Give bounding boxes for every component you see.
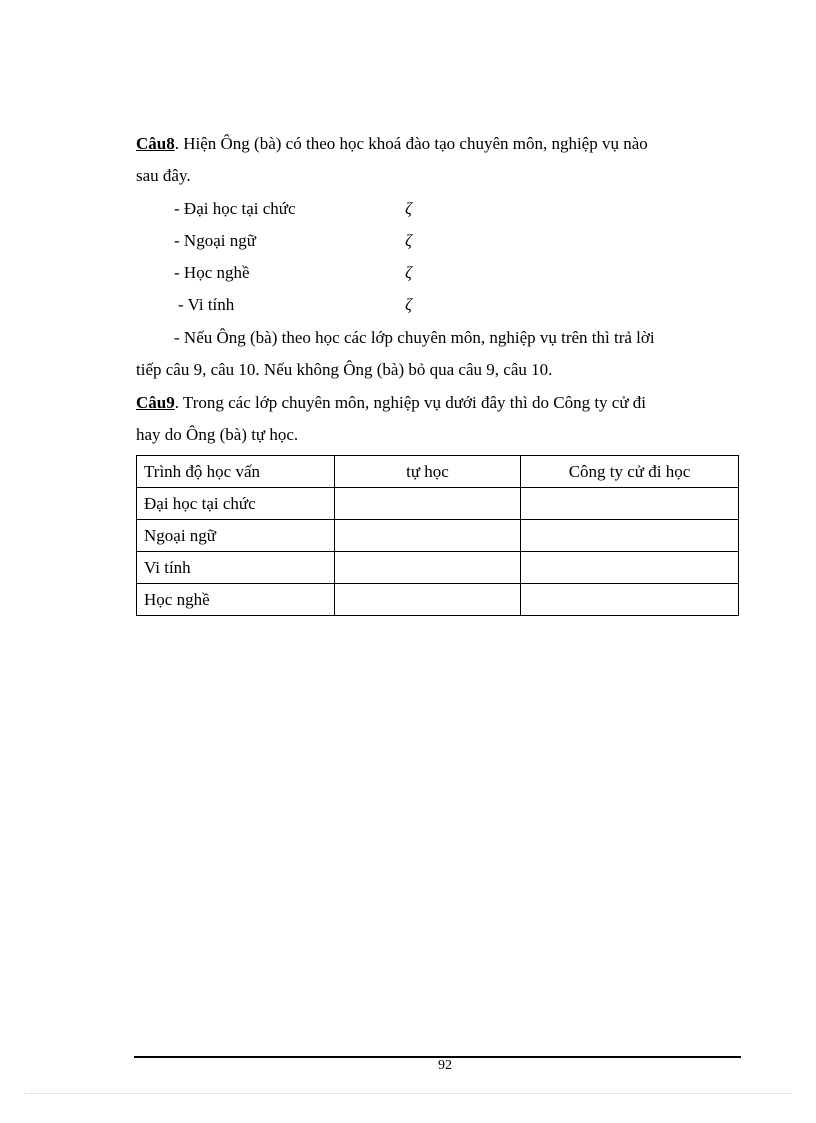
table-cell-self-study[interactable]: [335, 520, 521, 552]
table-row: [137, 552, 739, 584]
q8-option-checkbox[interactable]: ζ: [405, 295, 412, 314]
table-cell-education: Đại học tại chức: [137, 488, 335, 520]
q8-option-label: - Vi tính: [178, 295, 235, 314]
q8-option-label: - Đại học tại chức: [174, 199, 296, 218]
q8-note-line-1: - Nếu Ông (bà) theo học các lớp chuyên môn, nghiệp vụ trên thì trả lời: [174, 328, 655, 347]
q8-option-checkbox[interactable]: ζ: [405, 263, 412, 282]
table-cell-company-sent[interactable]: [521, 552, 739, 584]
page-bottom-edge: [24, 1093, 792, 1094]
table-row: [137, 488, 739, 520]
table-cell-education: Ngoại ngữ: [137, 520, 335, 552]
table-header-education: Trình độ học vấn: [137, 456, 335, 488]
survey-table: [136, 455, 739, 616]
q8-option-label: - Ngoại ngữ: [174, 231, 256, 250]
table-row: [137, 584, 739, 616]
q9-text-line-1: . Trong các lớp chuyên môn, nghiệp vụ dưới đây thì do Công ty cử đi: [174, 393, 647, 412]
q8-line-1: [136, 134, 648, 154]
q9-label: Câu9: [136, 393, 175, 412]
table-cell-self-study[interactable]: [335, 552, 521, 584]
q8-option-checkbox[interactable]: ζ: [405, 199, 412, 218]
table-cell-education: Học nghề: [137, 584, 335, 616]
table-cell-company-sent[interactable]: [521, 584, 739, 616]
page-number: 92: [438, 1058, 452, 1073]
table-header-company-sent: Công ty cử đi học: [521, 456, 739, 488]
q8-label: Câu8: [136, 134, 175, 153]
q9-line-1: [136, 393, 646, 413]
q8-option-checkbox[interactable]: ζ: [405, 231, 412, 250]
q8-note-line-2: tiếp câu 9, câu 10. Nếu không Ông (bà) bỏ qua câu 9, câu 10.: [136, 360, 553, 379]
q9-text-line-2: hay do Ông (bà) tự học.: [136, 425, 299, 444]
q8-text-line-2: sau đây.: [136, 166, 191, 185]
table-cell-company-sent[interactable]: [521, 488, 739, 520]
table-cell-self-study[interactable]: [335, 584, 521, 616]
table-cell-education: Vi tính: [137, 552, 335, 584]
table-header-row: [137, 456, 739, 488]
table-cell-company-sent[interactable]: [521, 520, 739, 552]
q8-text-line-1: . Hiện Ông (bà) có theo học khoá đào tạo chuyên môn, nghiệp vụ nào: [174, 134, 648, 153]
table-cell-self-study[interactable]: [335, 488, 521, 520]
table-header-self-study: tự học: [335, 456, 521, 488]
table-row: [137, 520, 739, 552]
q8-option-label: - Học nghề: [174, 263, 250, 282]
